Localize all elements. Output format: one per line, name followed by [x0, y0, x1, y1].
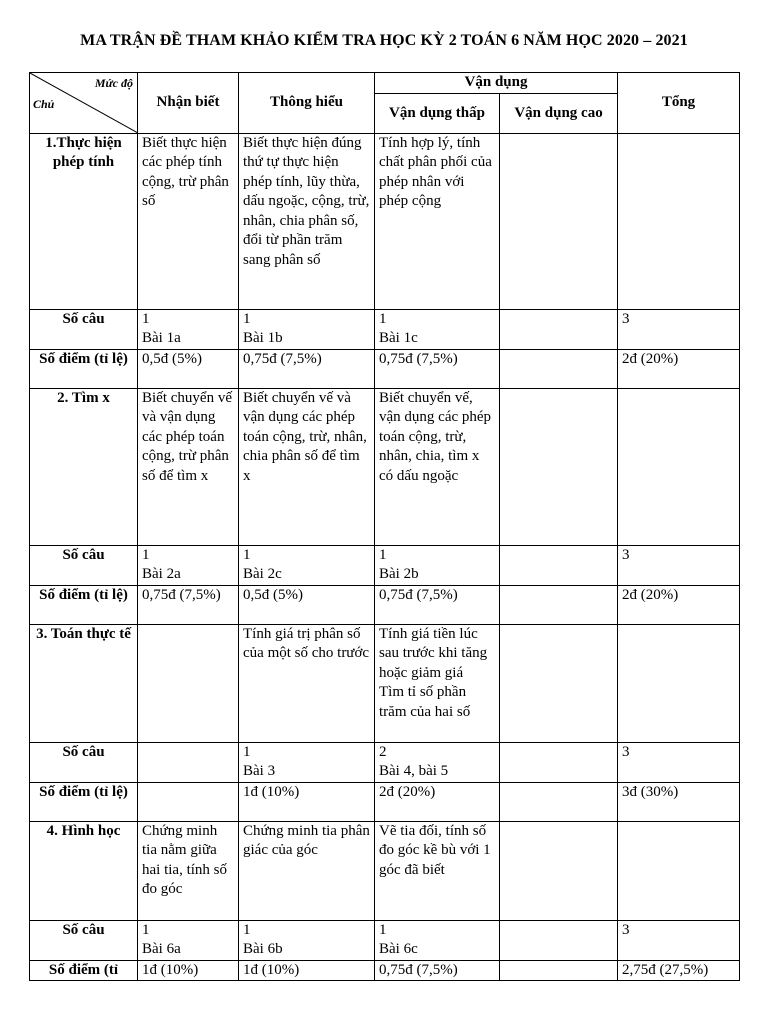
- table-cell: [500, 349, 618, 388]
- table-row: [30, 821, 740, 920]
- table-cell: 1 Bài 2a: [138, 545, 239, 585]
- table-cell: 1 Bài 2b: [375, 545, 500, 585]
- table-cell: 1 Bài 6a: [138, 920, 239, 960]
- table-row: [30, 782, 740, 821]
- matrix-body: [30, 133, 740, 981]
- table-cell: 0,5đ (5%): [138, 349, 239, 388]
- table-cell: 1 Bài 3: [239, 742, 375, 782]
- table-cell: 0,75đ (7,5%): [375, 349, 500, 388]
- table-row: [30, 624, 740, 742]
- header-thong-hieu: Thông hiểu: [239, 73, 375, 134]
- table-cell: Chứng minh tia phân giác của góc: [239, 821, 375, 920]
- table-cell: 2đ (20%): [375, 782, 500, 821]
- header-van-dung: Vận dụng: [375, 73, 618, 94]
- table-cell: 1 Bài 1c: [375, 309, 500, 349]
- row-label: Số điểm (tỉ lệ): [30, 782, 138, 821]
- table-cell: [500, 388, 618, 545]
- table-cell: [500, 133, 618, 309]
- table-cell: [500, 960, 618, 981]
- table-cell: 0,75đ (7,5%): [138, 585, 239, 624]
- table-cell: 2đ (20%): [618, 585, 740, 624]
- table-cell: [500, 545, 618, 585]
- table-cell: [500, 782, 618, 821]
- row-label: 4. Hình học: [30, 821, 138, 920]
- table-cell: [618, 821, 740, 920]
- matrix-table: [29, 72, 740, 981]
- table-cell: 3: [618, 920, 740, 960]
- table-cell: 1 Bài 6c: [375, 920, 500, 960]
- table-cell: [500, 585, 618, 624]
- row-label: Số câu: [30, 545, 138, 585]
- table-cell: 2,75đ (27,5%): [618, 960, 740, 981]
- row-label: Số điểm (tỉ lệ): [30, 349, 138, 388]
- header-van-dung-thap: Vận dụng thấp: [375, 93, 500, 133]
- table-row: [30, 388, 740, 545]
- table-row: [30, 585, 740, 624]
- table-row: [30, 742, 740, 782]
- row-label: Số câu: [30, 309, 138, 349]
- table-cell: Biết thực hiện đúng thứ tự thực hiện phép tính, lũy thừa, dấu ngoặc, cộng, trừ, nhân, chia phân số, đổi từ phần trăm sang phân số: [239, 133, 375, 309]
- table-cell: Tính giá trị phân số của một số cho trước: [239, 624, 375, 742]
- table-cell: 1đ (10%): [239, 960, 375, 981]
- table-cell: 2đ (20%): [618, 349, 740, 388]
- table-cell: Biết chuyển vế và vận dụng các phép toán cộng, trừ, nhân, chia phân số để tìm x: [239, 388, 375, 545]
- row-label: 3. Toán thực tế: [30, 624, 138, 742]
- table-row: [30, 960, 740, 981]
- table-cell: Biết chuyển vế và vận dụng các phép toán cộng, trừ phân số để tìm x: [138, 388, 239, 545]
- table-cell: [500, 742, 618, 782]
- table-row: [30, 920, 740, 960]
- table-cell: [138, 624, 239, 742]
- table-cell: [500, 920, 618, 960]
- table-cell: Biết thực hiện các phép tính cộng, trừ phân số: [138, 133, 239, 309]
- table-row: [30, 349, 740, 388]
- table-row: [30, 133, 740, 309]
- table-cell: Biết chuyển vế, vận dụng các phép toán cộng, trừ, nhân, chia, tìm x có dấu ngoặc: [375, 388, 500, 545]
- table-cell: [500, 624, 618, 742]
- header-van-dung-cao: Vận dụng cao: [500, 93, 618, 133]
- header-tong: Tổng: [618, 73, 740, 134]
- row-label: Số điểm (tỉ lệ): [30, 585, 138, 624]
- corner-header-cell: [30, 73, 138, 134]
- table-cell: [500, 309, 618, 349]
- table-cell: [138, 742, 239, 782]
- table-cell: Tính giá tiền lúc sau trước khi tăng hoặc giảm giá Tìm tỉ số phần trăm của hai số: [375, 624, 500, 742]
- table-cell: 1 Bài 2c: [239, 545, 375, 585]
- table-row: [30, 545, 740, 585]
- table-cell: 1đ (10%): [239, 782, 375, 821]
- corner-bottom-label: Chủ: [33, 97, 55, 111]
- table-cell: 3đ (30%): [618, 782, 740, 821]
- table-cell: 2 Bài 4, bài 5: [375, 742, 500, 782]
- table-cell: [138, 782, 239, 821]
- table-cell: 0,75đ (7,5%): [375, 960, 500, 981]
- row-label: 2. Tìm x: [30, 388, 138, 545]
- table-cell: 1 Bài 6b: [239, 920, 375, 960]
- table-cell: 1 Bài 1a: [138, 309, 239, 349]
- table-cell: 1đ (10%): [138, 960, 239, 981]
- table-cell: 0,75đ (7,5%): [375, 585, 500, 624]
- document-title: MA TRẬN ĐỀ THAM KHẢO KIỂM TRA HỌC KỲ 2 TOÁN 6 NĂM HỌC 2020 – 2021: [80, 32, 688, 49]
- row-label: Số điểm (tỉ: [30, 960, 138, 981]
- table-row: [30, 309, 740, 349]
- table-cell: 3: [618, 742, 740, 782]
- corner-top-label: Mức độ: [94, 76, 133, 90]
- table-cell: [618, 388, 740, 545]
- table-cell: [500, 821, 618, 920]
- table-cell: 0,5đ (5%): [239, 585, 375, 624]
- row-label: Số câu: [30, 742, 138, 782]
- table-cell: 3: [618, 545, 740, 585]
- row-label: Số câu: [30, 920, 138, 960]
- table-cell: Chứng minh tia nằm giữa hai tia, tính số đo góc: [138, 821, 239, 920]
- table-cell: 0,75đ (7,5%): [239, 349, 375, 388]
- header-nhan-biet: Nhận biết: [138, 73, 239, 134]
- table-cell: Tính hợp lý, tính chất phân phối của phép nhân với phép cộng: [375, 133, 500, 309]
- table-cell: 3: [618, 309, 740, 349]
- row-label: 1.Thực hiện phép tính: [30, 133, 138, 309]
- table-cell: 1 Bài 1b: [239, 309, 375, 349]
- table-cell: [618, 624, 740, 742]
- table-cell: Vẽ tia đối, tính số đo góc kề bù với 1 góc đã biết: [375, 821, 500, 920]
- table-cell: [618, 133, 740, 309]
